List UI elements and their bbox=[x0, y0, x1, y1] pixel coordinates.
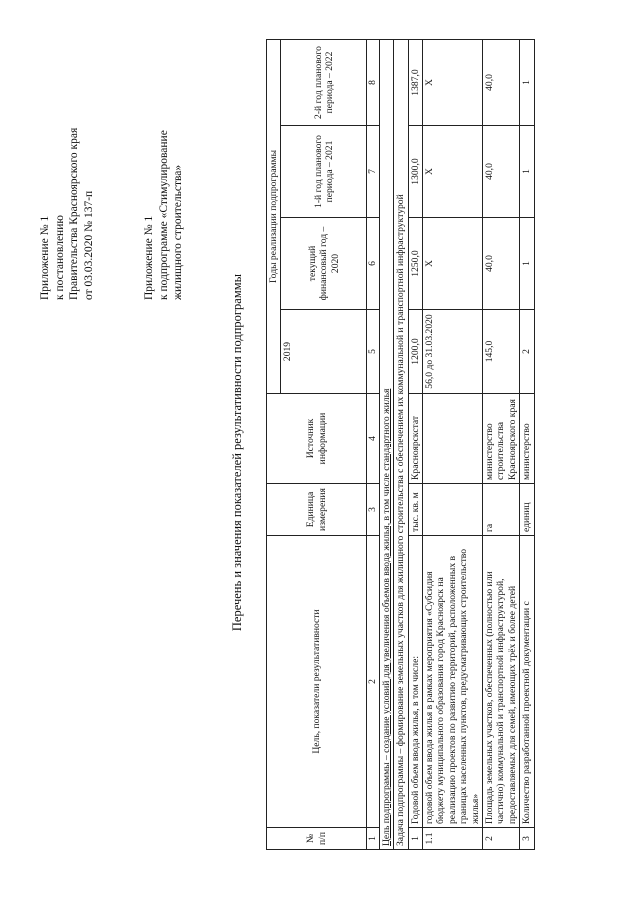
row-source: министерство bbox=[520, 394, 534, 484]
row-source: министерство строительства Красноярского края bbox=[483, 394, 520, 484]
column-number-row bbox=[367, 39, 379, 849]
stamp-line: Приложение № 1 bbox=[143, 215, 155, 300]
row-value-2019: 2 bbox=[520, 310, 534, 394]
row-value-2022: 1 bbox=[520, 39, 534, 125]
header-year-2022: 2-й год планового периода – 2022 bbox=[281, 39, 367, 125]
indicators-table bbox=[266, 39, 535, 850]
row-indicator: Площадь земельных участков, обеспеченных (полностью или частично) коммунальной и транспортной инфраструктурой, предоставляемых для семей, имеющих трёх и более детей bbox=[483, 536, 520, 828]
table-row bbox=[423, 39, 483, 849]
header-year-2020: текущий финансовый год – 2020 bbox=[281, 218, 367, 310]
column-number: 3 bbox=[367, 484, 379, 536]
row-value-2021: 1 bbox=[520, 126, 534, 218]
stamp-line: Приложение № 1 bbox=[39, 215, 51, 300]
table-row bbox=[408, 39, 422, 849]
stamp-line: от 03.03.2020 № 137-п bbox=[82, 190, 95, 300]
header-row-1 bbox=[267, 39, 281, 849]
column-number: 5 bbox=[367, 310, 379, 394]
row-source bbox=[423, 394, 483, 484]
document-title: Перечень и значения показателей результативности подпрограммы bbox=[230, 273, 244, 632]
row-value-2020: 40,0 bbox=[483, 218, 520, 310]
row-indicator: годовой объем ввода жилья в рамках мероприятия «Субсидия бюджету муниципального образования город Красноярск на реализацию проектов по развитию территорий, расположенных в границах населенных пунктов, предусматривающих строительство жилья» bbox=[423, 536, 483, 828]
column-number: 7 bbox=[367, 126, 379, 218]
stamp-line: к постановлению bbox=[53, 215, 66, 300]
row-indicator: Годовой объем ввода жилья, в том числе: bbox=[408, 536, 422, 828]
row-unit bbox=[423, 484, 483, 536]
column-number: 6 bbox=[367, 218, 379, 310]
row-num: 3 bbox=[520, 828, 534, 850]
subprogram-task: Задача подпрограммы – формирование земельных участков для жилищного строительства с обеспечением их коммунальной и транспортной инфраструктурой bbox=[394, 39, 408, 849]
column-number: 8 bbox=[367, 39, 379, 125]
header-goal: Цель, показатели результативности bbox=[267, 536, 367, 828]
row-value-2022: 1387,0 bbox=[408, 39, 422, 125]
row-value-2020: 1250,0 bbox=[408, 218, 422, 310]
header-year-2019: 2019 bbox=[281, 310, 367, 394]
row-value-2021: 40,0 bbox=[483, 126, 520, 218]
row-unit: га bbox=[483, 484, 520, 536]
row-num: 1.1 bbox=[423, 828, 483, 850]
row-value-2019: 145,0 bbox=[483, 310, 520, 394]
row-value-2021: Х bbox=[423, 126, 483, 218]
appendix-resolution-stamp bbox=[38, 30, 96, 300]
row-value-2019: 56,0 до 31.03.2020 bbox=[423, 310, 483, 394]
header-year-2021: 1-й год планового периода – 2021 bbox=[281, 126, 367, 218]
table-row bbox=[483, 39, 520, 849]
task-row bbox=[394, 39, 408, 849]
row-unit: единиц bbox=[520, 484, 534, 536]
header-num: № п/п bbox=[267, 828, 367, 850]
column-number: 1 bbox=[367, 828, 379, 850]
row-unit: тыс. кв. м bbox=[408, 484, 422, 536]
stamp-line: Правительства Красноярского края bbox=[68, 127, 81, 300]
row-value-2019: 1200,0 bbox=[408, 310, 422, 394]
column-number: 2 bbox=[367, 536, 379, 828]
header-source: Источник информации bbox=[267, 394, 367, 484]
row-value-2022: 40,0 bbox=[483, 39, 520, 125]
row-value-2020: Х bbox=[423, 218, 483, 310]
row-indicator: Количество разработанной проектной документации с bbox=[520, 536, 534, 828]
stamp-line: жилищного строительства» bbox=[172, 164, 185, 300]
goal-row bbox=[379, 39, 393, 849]
row-value-2020: 1 bbox=[520, 218, 534, 310]
subprogram-goal: Цель подпрограммы – создание условий для увеличения объемов ввода жилья, в том числе стандартного жилья bbox=[379, 39, 393, 849]
row-value-2021: 1300,0 bbox=[408, 126, 422, 218]
row-value-2022: Х bbox=[423, 39, 483, 125]
row-num: 2 bbox=[483, 828, 520, 850]
header-years-group: Годы реализации подпрограммы bbox=[267, 39, 281, 393]
column-number: 4 bbox=[367, 394, 379, 484]
header-unit: Единица измерения bbox=[267, 484, 367, 536]
row-source: Красноярскстат bbox=[408, 394, 422, 484]
appendix-subprogram-stamp bbox=[142, 30, 186, 300]
row-num: 1 bbox=[408, 828, 422, 850]
table-row bbox=[520, 39, 534, 849]
stamp-line: к подпрограмме «Стимулирование bbox=[157, 130, 170, 300]
